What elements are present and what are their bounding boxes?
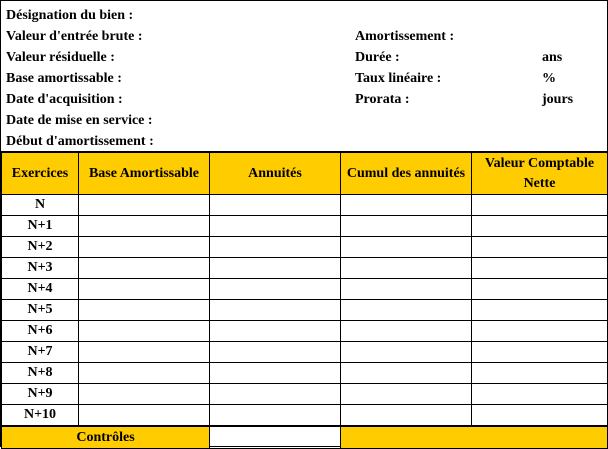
- exercise-label: N+9: [2, 384, 79, 405]
- table-row: [2, 300, 608, 321]
- cumul-cell[interactable]: [341, 195, 472, 216]
- cumul-cell[interactable]: [341, 405, 472, 427]
- vcn-cell[interactable]: [472, 237, 608, 258]
- annuity-cell[interactable]: [210, 258, 341, 279]
- cumul-cell[interactable]: [341, 321, 472, 342]
- header-vcn: Valeur Comptable Nette: [472, 152, 608, 195]
- annuity-cell[interactable]: [210, 300, 341, 321]
- cumul-cell[interactable]: [341, 279, 472, 300]
- duration-label: Durée :: [355, 50, 400, 65]
- exercise-label: N+4: [2, 279, 79, 300]
- prorata-label: Prorata :: [355, 92, 410, 107]
- cumul-cell[interactable]: [341, 216, 472, 237]
- vcn-cell[interactable]: [472, 216, 608, 237]
- vcn-cell[interactable]: [472, 321, 608, 342]
- annuity-cell[interactable]: [210, 279, 341, 300]
- vcn-cell[interactable]: [472, 300, 608, 321]
- table-row: [2, 321, 608, 342]
- annuity-cell[interactable]: [210, 195, 341, 216]
- controls-label: Contrôles: [2, 426, 210, 449]
- table-row: [2, 363, 608, 384]
- annuity-cell[interactable]: [210, 342, 341, 363]
- exercise-label: N+3: [2, 258, 79, 279]
- cumul-cell[interactable]: [341, 300, 472, 321]
- base-cell[interactable]: [79, 258, 210, 279]
- table-row: [2, 384, 608, 405]
- base-cell[interactable]: [79, 300, 210, 321]
- base-cell[interactable]: [79, 342, 210, 363]
- prorata-unit: jours: [542, 92, 574, 107]
- vcn-cell[interactable]: [472, 258, 608, 279]
- header-cumul: Cumul des annuités: [341, 152, 472, 195]
- cumul-cell[interactable]: [341, 384, 472, 405]
- exercise-label: N+8: [2, 363, 79, 384]
- annuity-cell[interactable]: [210, 384, 341, 405]
- controls-filler: [341, 426, 608, 449]
- service-date-label: Date de mise en service :: [6, 113, 153, 128]
- annuity-cell[interactable]: [210, 405, 341, 427]
- base-cell[interactable]: [79, 237, 210, 258]
- annuity-cell[interactable]: [210, 321, 341, 342]
- base-cell[interactable]: [79, 405, 210, 427]
- annuity-cell[interactable]: [210, 216, 341, 237]
- vcn-cell[interactable]: [472, 405, 608, 427]
- base-cell[interactable]: [79, 279, 210, 300]
- residual-value-label: Valeur résiduelle :: [6, 50, 115, 65]
- vcn-cell[interactable]: [472, 342, 608, 363]
- vcn-cell[interactable]: [472, 384, 608, 405]
- base-cell[interactable]: [79, 384, 210, 405]
- table-header-row: [2, 152, 608, 195]
- table-row: [2, 342, 608, 363]
- base-cell[interactable]: [79, 195, 210, 216]
- header-exercices: Exercices: [2, 152, 79, 195]
- exercise-label: N+6: [2, 321, 79, 342]
- cumul-cell[interactable]: [341, 363, 472, 384]
- exercise-label: N+7: [2, 342, 79, 363]
- depreciation-label: Amortissement :: [355, 29, 455, 44]
- controls-annuity-total[interactable]: [210, 426, 341, 449]
- cumul-cell[interactable]: [341, 237, 472, 258]
- cumul-cell[interactable]: [341, 342, 472, 363]
- vcn-cell[interactable]: [472, 279, 608, 300]
- linear-rate-label: Taux linéaire :: [355, 71, 442, 86]
- asset-info-section: [1, 1, 607, 151]
- annuity-cell[interactable]: [210, 363, 341, 384]
- acquisition-date-label: Date d'acquisition :: [6, 92, 123, 107]
- exercise-label: N+1: [2, 216, 79, 237]
- base-cell[interactable]: [79, 363, 210, 384]
- rate-unit: %: [542, 71, 556, 86]
- cumul-cell[interactable]: [341, 258, 472, 279]
- table-row: [2, 216, 608, 237]
- table-row: [2, 405, 608, 427]
- duration-unit: ans: [542, 50, 563, 65]
- base-cell[interactable]: [79, 216, 210, 237]
- table-row: [2, 195, 608, 216]
- exercise-label: N: [2, 195, 79, 216]
- designation-label: Désignation du bien :: [6, 8, 134, 23]
- table-row: [2, 258, 608, 279]
- entry-value-label: Valeur d'entrée brute :: [6, 29, 143, 44]
- header-annuites: Annuités: [210, 152, 341, 195]
- header-base: Base Amortissable: [79, 152, 210, 195]
- depreciation-table: [1, 151, 608, 449]
- depreciation-table-wrap: [1, 151, 607, 449]
- base-cell[interactable]: [79, 321, 210, 342]
- exercise-label: N+10: [2, 405, 79, 427]
- exercise-label: N+5: [2, 300, 79, 321]
- exercise-label: N+2: [2, 237, 79, 258]
- controls-row: [2, 426, 608, 449]
- vcn-cell[interactable]: [472, 195, 608, 216]
- vcn-cell[interactable]: [472, 363, 608, 384]
- table-row: [2, 237, 608, 258]
- table-row: [2, 279, 608, 300]
- annuity-cell[interactable]: [210, 237, 341, 258]
- depreciation-start-label: Début d'amortissement :: [6, 134, 154, 149]
- depreciable-base-label: Base amortissable :: [6, 71, 122, 86]
